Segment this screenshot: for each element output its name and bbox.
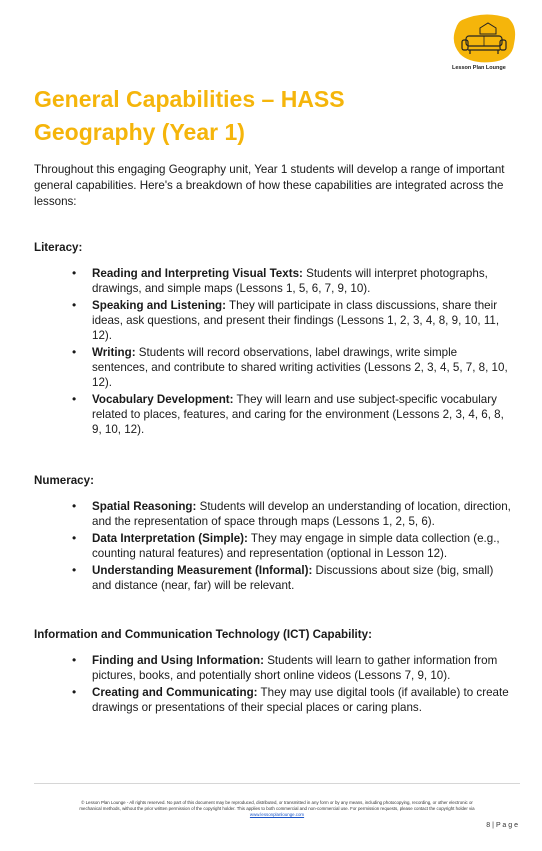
list-item bbox=[34, 499, 520, 529]
list-item bbox=[34, 298, 520, 343]
list-item-term: Vocabulary Development: bbox=[92, 393, 234, 406]
list-item bbox=[34, 531, 520, 561]
list-item bbox=[34, 653, 520, 683]
list-item-text: Students will interpret photographs, drawings, and simple maps (Lessons 1, 5, 6, 7, 9, 10). bbox=[92, 267, 488, 295]
website-link[interactable]: www.lessonplanlounge.com bbox=[249, 812, 305, 817]
list-item-term: Data Interpretation (Simple): bbox=[92, 532, 248, 545]
page-number-value: 8 bbox=[486, 822, 491, 829]
page-title-line-1: General Capabilities – HASS bbox=[34, 86, 345, 112]
list-item bbox=[34, 266, 520, 296]
copyright-footer bbox=[34, 800, 520, 818]
list-item-text: They may use digital tools (if available) to create drawings or presentations of their special places or caring plans. bbox=[92, 686, 509, 714]
list-item bbox=[34, 345, 520, 390]
list-item-term: Creating and Communicating: bbox=[92, 686, 258, 699]
sofa-icon bbox=[452, 14, 516, 64]
list-item-text: They may engage in simple data collection (e.g., counting natural features) and representation (optional in Lesson 12). bbox=[92, 532, 500, 560]
section-ict bbox=[34, 627, 520, 717]
footer-divider bbox=[34, 783, 520, 784]
page-label: P a g e bbox=[495, 822, 518, 829]
capability-list bbox=[34, 266, 520, 437]
list-item-term: Finding and Using Information: bbox=[92, 654, 264, 667]
page-separator: | bbox=[492, 822, 494, 829]
list-item-text: They will participate in class discussions, share their ideas, ask questions, and present their findings (Lessons 1, 2, 3, 4, 8, 9, 10, 11, 12). bbox=[92, 299, 500, 342]
list-item-text: Students will learn to gather information from pictures, books, and potentially short online videos (Lessons 7, 9, 10). bbox=[92, 654, 498, 682]
logo-text: Lesson Plan Lounge bbox=[452, 65, 506, 71]
section-literacy bbox=[34, 240, 520, 439]
section-numeracy bbox=[34, 473, 520, 595]
logo bbox=[452, 14, 516, 71]
page-title bbox=[34, 83, 504, 149]
list-item-term: Understanding Measurement (Informal): bbox=[92, 564, 313, 577]
copyright-line-2: mechanical methods, without the prior written permission of the copyright holder. This applies to both commercial and non-commercial use. For permission requests, please contact the copyright holder via bbox=[79, 806, 475, 811]
list-item-text: Students will develop an understanding of location, direction, and the representation of space through maps (Lessons 1, 2, 5, 6). bbox=[92, 500, 511, 528]
page-number bbox=[470, 822, 518, 829]
intro-paragraph: Throughout this engaging Geography unit, Year 1 students will develop a range of important general capabilities. Here's a breakdown of how these capabilities are integrated across the lessons: bbox=[34, 163, 505, 208]
list-item-text: Students will record observations, label drawings, write simple sentences, and contribute to shared writing activities (Lessons 2, 3, 4, 5, 7, 8, 10, 12). bbox=[92, 346, 508, 389]
capability-list bbox=[34, 499, 520, 593]
list-item bbox=[34, 685, 520, 715]
section-heading: Numeracy: bbox=[34, 474, 94, 487]
section-heading: Literacy: bbox=[34, 241, 83, 254]
list-item-text: They will learn and use subject-specific vocabulary related to places, features, and caring for the environment (Lessons 2, 3, 4, 6, 8, 9, 10, 12). bbox=[92, 393, 504, 436]
list-item-term: Spatial Reasoning: bbox=[92, 500, 197, 513]
list-item bbox=[34, 563, 520, 593]
capability-list bbox=[34, 653, 520, 715]
list-item-term: Reading and Interpreting Visual Texts: bbox=[92, 267, 303, 280]
copyright-line-1: © Lesson Plan Lounge - All rights reserved. No part of this document may be reproduced, distributed, or transmitted in any form or by any means, including photocopying, recording, or other electronic or bbox=[81, 800, 473, 805]
list-item-term: Speaking and Listening: bbox=[92, 299, 226, 312]
list-item-term: Writing: bbox=[92, 346, 136, 359]
page-title-line-2: Geography (Year 1) bbox=[34, 119, 245, 145]
section-heading: Information and Communication Technology (ICT) Capability: bbox=[34, 628, 372, 641]
list-item bbox=[34, 392, 520, 437]
list-item-text: Discussions about size (big, small) and distance (near, far) will be relevant. bbox=[92, 564, 494, 592]
